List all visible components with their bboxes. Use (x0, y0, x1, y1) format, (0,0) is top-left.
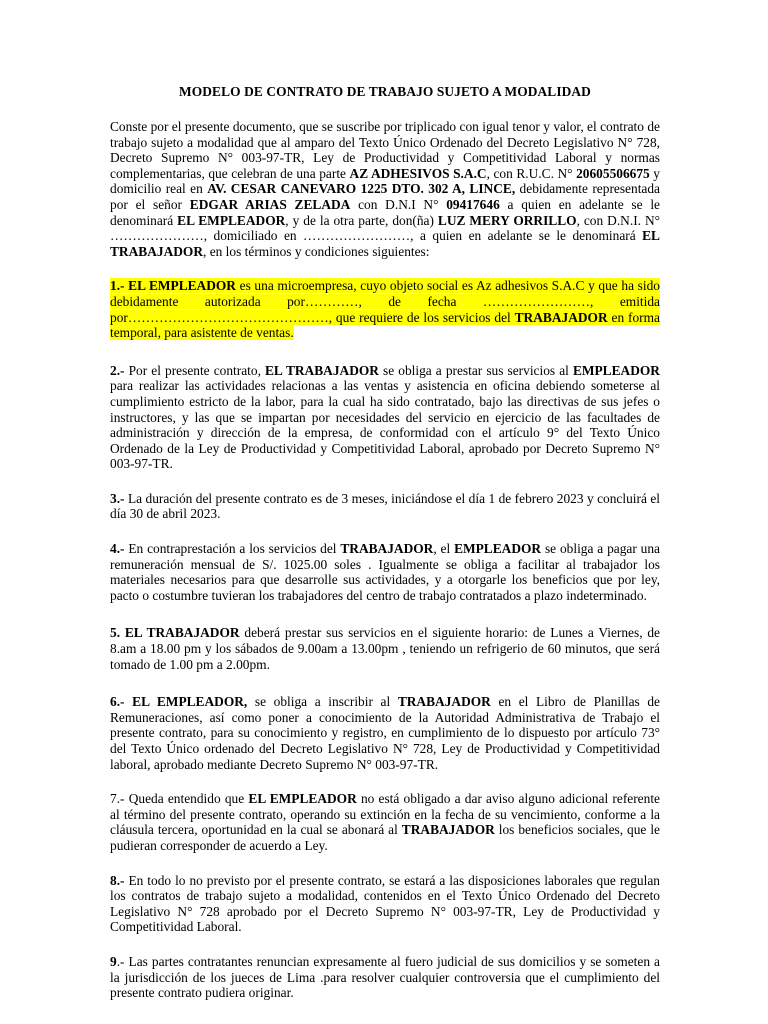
intro-paragraph: Conste por el presente documento, que se suscribe por triplicado con igual tenor y valor, el contrato de trabajo sujeto a modalidad que al amparo del Texto Único Ordenado del Decreto Legislativo N° 728, Decreto Supremo N° 003-97-TR, Ley de Productividad y Competitividad Laboral y normas complementarias, que celebran de una parte AZ ADHESIVOS S.A.C, con R.U.C. N° 20605506675 y domicilio real en AV. CESAR CANEVARO 1225 DTO. 302 A, LINCE, debidamente representada por el señor EDGAR ARIAS ZELADA con D.N.I N° 09417646 a quien en adelante se le denominará EL EMPLEADOR, y de la otra parte, don(ña) LUZ MERY ORRILLO, con D.N.I. N° …………………, domiciliado en ……………………, a quien en adelante se le denominará EL TRABAJADOR, en los términos y condiciones siguientes: (110, 119, 661, 259)
clause-number: 8.- (110, 872, 125, 888)
highlighted-clause-text: 1.- EL EMPLEADOR es una microempresa, cuyo objeto social es Az adhesivos S.A.C y que ha sido debidamente autorizada por…………, de fecha ……………………, emitida por………………………………………, que requiere de los servicios del TRABAJADOR en forma temporal, para asistente de ventas. (110, 278, 660, 341)
clause-number: 6.- (110, 694, 125, 710)
clause-1 (110, 278, 660, 340)
clause-3: 3.- La duración del presente contrato es de 3 meses, iniciándose el día 1 de febrero 2023 y concluirá el día 30 de abril 2023. (110, 490, 660, 522)
clause-8: 8.- En todo lo no previsto por el presente contrato, se estará a las disposiciones laborales que regulan los contratos de trabajo sujeto a modalidad, contenidos en el Texto Único Ordenado del Decreto Legislativo N° 728 aprobado por el Decreto Supremo N° 003-97-TR, Ley de Productividad y Competitividad Laboral. (110, 872, 660, 935)
document-title: MODELO DE CONTRATO DE TRABAJO SUJETO A MODALIDAD (179, 84, 591, 99)
employer-term: EL EMPLEADOR (177, 212, 286, 228)
clause-number: 5. (110, 625, 121, 641)
company-name: AZ ADHESIVOS S.A.C (349, 165, 487, 181)
clause-9: 9.- Las partes contratantes renuncian expresamente al fuero judicial de sus domicilios y se someten a la jurisdicción de los jueces de Lima .para resolver cualquier controversia que el cumplimiento del presente contrato pudiera originar. (110, 953, 660, 1001)
clause-4: 4.- En contraprestación a los servicios del TRABAJADOR, el EMPLEADOR se obliga a pagar una remuneración mensual de S/. 1025.00 soles . Igualmente se obliga a facilitar al trabajador los materiales necesarios para que desarrolle sus actividades, y a otorgarle los beneficios que por ley, pacto o costumbre tuvieran los trabajadores del centro de trabajo contratados a plazo indeterminado. (110, 541, 660, 603)
clause-number: 7.- (110, 791, 125, 807)
clause-2: 2.- Por el presente contrato, EL TRABAJADOR se obliga a prestar sus servicios al EMPLEADOR para realizar las actividades relacionas a las ventas y asistencia en oficina debiendo someterse al cumplimiento estricto de la labor, para la cual ha sido contratado, bajo las directivas de sus jefes o instructores, y las que se impartan por necesidades del servicio en ejercicio de las facultades de administración y dirección de la empresa, de conformidad con el artículo 9° del Texto Único Ordenado de la Ley de Productividad y Competitividad Laboral, aprobado por Decreto Supremo N° 003-97-TR. (110, 362, 660, 472)
clause-number: 9 (110, 953, 117, 969)
worker-name: LUZ MERY ORRILLO (437, 212, 577, 228)
representative-dni: 09417646 (446, 196, 500, 212)
ruc-number: 20605506675 (576, 165, 650, 181)
clause-number: 1.- (110, 278, 125, 294)
clause-7: 7.- Queda entendido que EL EMPLEADOR no está obligado a dar aviso alguno adicional referente al término del presente contrato, operando su extinción en la fecha de su vencimiento, conforme a la cláusula tercera, oportunidad en la cual se abonará al TRABAJADOR los beneficios sociales, que le pudieran corresponder de acuerdo a Ley. (110, 791, 660, 853)
clause-5: 5. EL TRABAJADOR deberá prestar sus servicios en el siguiente horario: de Lunes a Viernes, de 8.am a 18.00 pm y los sábados de 9.00am a 13.00pm , teniendo un refrigerio de 60 minutos, que será tomado de 1.00 pm a 2.00pm. (110, 625, 660, 672)
clause-number: 4.- (110, 541, 125, 557)
worker-term: EL TRABAJADOR (110, 228, 660, 259)
clause-number: 3.- (110, 490, 125, 506)
clause-6: 6.- EL EMPLEADOR, se obliga a inscribir al TRABAJADOR en el Libro de Planillas de Remuneraciones, así como poner a conocimiento de la Autoridad Administrativa de Trabajo el presente contrato, para su conocimiento y registro, en cumplimiento de lo dispuesto por artículo 73° del Texto Único ordenado del Decreto Legislativo N° 728, Ley de Productividad y Competitividad laboral, aprobado mediante Decreto Supremo N° 003-97-TR. (110, 694, 660, 772)
representative-name: EDGAR ARIAS ZELADA (189, 196, 351, 212)
clause-number: 2.- (110, 362, 125, 378)
company-address: AV. CESAR CANEVARO 1225 DTO. 302 A, LINCE, (207, 181, 516, 197)
